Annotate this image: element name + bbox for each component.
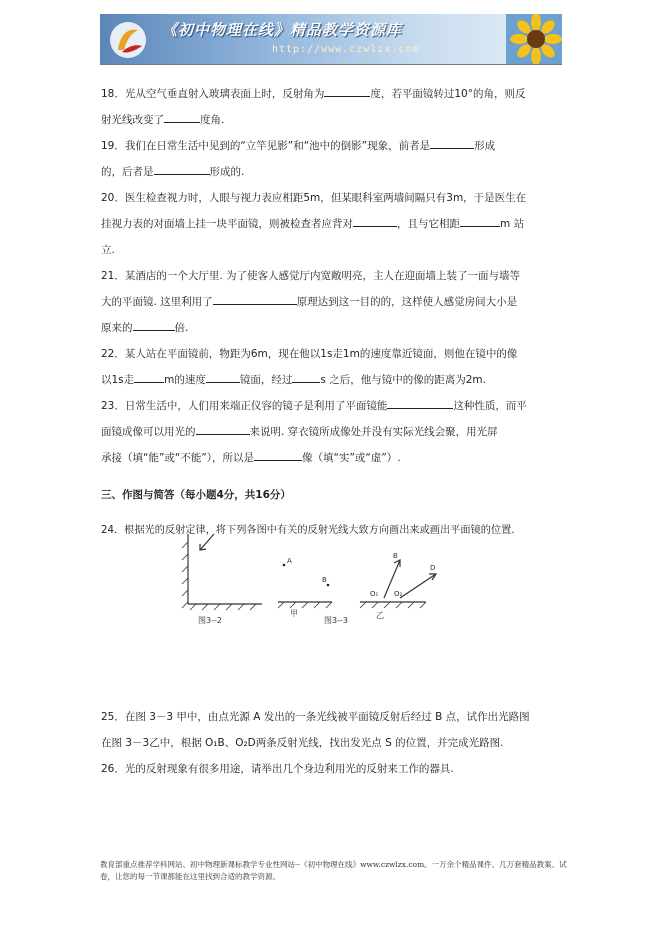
question-22: 22．某人站在平面镜前，物距为6m，现在他以1s走1m的速度靠近镜面，则他在镜中的像 以1s走 m的速度 镜面，经过 s 之后，他与镜中的像的距离为2m.	[101, 348, 518, 386]
site-title: 《初中物理在线》精品教学资源库	[162, 21, 403, 39]
caption-fig33: 图3--3	[324, 616, 348, 625]
answer-blank[interactable]	[213, 292, 297, 305]
label-d: D	[430, 564, 436, 572]
answer-blank[interactable]	[134, 370, 164, 383]
point-b	[327, 584, 330, 587]
question-list	[101, 81, 569, 544]
header-banner	[100, 14, 562, 64]
header-rule	[100, 64, 562, 65]
fig32-incident-ray	[200, 534, 214, 550]
caption-fig32: 图3--2	[198, 616, 222, 625]
sunflower-icon	[506, 14, 562, 64]
ray-o2-d	[400, 574, 436, 598]
answer-blank[interactable]	[164, 110, 200, 123]
question-19: 19．我们在日常生活中见到的“立竿见影”和“池中的倒影”现象，前者是 形成 的，后者是 形成的.	[101, 133, 569, 185]
label-o1: O₁	[370, 590, 379, 598]
answer-blank[interactable]	[196, 422, 250, 435]
answer-blank[interactable]	[430, 136, 474, 149]
caption-jia: 甲	[290, 609, 298, 618]
page-footer: 教育部重点推荐学科网站、初中物理新课标教学专业性网站--《初中物理在线》www.czwlzx.com。一万余个精品课件、几万套精品教案、试卷，让您的每一节课都能在这里找到合适的教学资源。	[100, 860, 567, 881]
site-logo-icon	[108, 20, 148, 60]
reflection-figure	[180, 532, 460, 632]
answer-blank[interactable]	[206, 370, 240, 383]
site-url[interactable]: http://www.czwlzx.com	[272, 44, 420, 55]
answer-blank[interactable]	[154, 162, 210, 175]
label-b2: B	[393, 552, 398, 560]
question-24: 24．根据光的反射定律，将下列各图中有关的反射光线大致方向画出来或画出平面镜的位置.	[101, 525, 515, 536]
answer-blank[interactable]	[254, 448, 302, 461]
question-26: 26．光的反射现象有很多用途，请举出几个身边利用光的反射来工作的器具.	[101, 763, 454, 775]
question-20: 20．医生检查视力时，人眼与视力表应相距5m，但某眼科室两墙间隔只有3m，于是医生在 挂视力表的对面墙上挂一块平面镜，则被检查者应背对 ，且与它相距 m 站 立.	[101, 192, 527, 256]
label-b: B	[322, 576, 327, 584]
point-a	[283, 564, 286, 567]
answer-blank[interactable]	[387, 396, 453, 409]
question-21: 21．某酒店的一个大厅里. 为了使客人感觉厅内宽敞明亮，主人在迎面墙上装了一面与墙等 大的平面镜. 这里利用了 原理达到这一目的的，这样使人感觉房间大小是 原来的 倍.	[101, 270, 521, 334]
caption-yi: 乙	[376, 611, 384, 620]
question-25: 25．在图 3－3 甲中，由点光源 A 发出的一条光线被平面镜反射后经过 B 点，试作出光路图 在图 3－3乙中，根据 O₁B、O₂D两条反射光线，找出发光点 S 的位置，并完成光路图.	[101, 711, 530, 749]
answer-blank[interactable]	[133, 318, 175, 331]
label-o2: O₂	[394, 590, 403, 598]
answer-blank[interactable]	[292, 370, 320, 383]
label-a: A	[287, 557, 292, 565]
answer-blank[interactable]	[460, 214, 500, 227]
question-23: 23．日常生活中，人们用来端正仪容的镜子是利用了平面镜能 这种性质，而平 面镜成像可以用光的 来说明. 穿衣镜所成像处并没有实际光线会聚，用光屏 承接（填“能”或“不能”），所以是 像（填“实”或“虚”）.	[101, 393, 569, 471]
question-list-lower	[101, 704, 569, 782]
answer-blank[interactable]	[353, 214, 397, 227]
question-18: 18．光从空气垂直射入玻璃表面上时，反射角为 度，若平面镜转过10°的角，则反 射光线改变了 度角.	[101, 81, 569, 133]
answer-blank[interactable]	[324, 84, 370, 97]
section-heading: 三、作图与简答（每小题4分，共16分）	[101, 488, 291, 501]
